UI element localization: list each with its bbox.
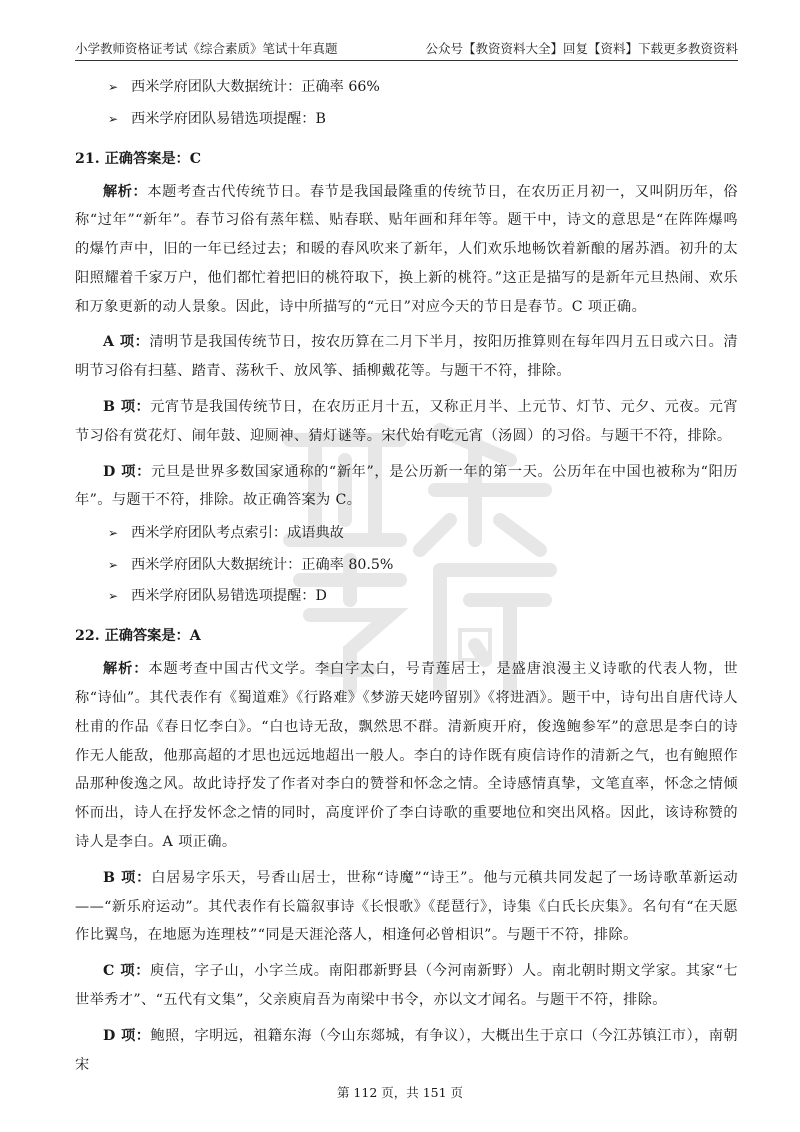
header-promo: 公众号【教资资料大全】回复【资料】下载更多教资资料 bbox=[425, 41, 738, 56]
option-b-paragraph bbox=[75, 393, 738, 451]
bullet-text: 西米学府团队易错选项提醒：D bbox=[131, 588, 327, 605]
option-d-paragraph bbox=[75, 1022, 738, 1080]
option-c-paragraph bbox=[75, 957, 738, 1015]
question-21-heading: 21. 正确答案是：C bbox=[75, 150, 202, 167]
page-number: 第 112 页，共 151 页 bbox=[336, 1085, 464, 1100]
paragraph-text: 白居易字乐天，号香山居士，世称“诗魔”“诗王”。他与元稹共同发起了一场诗歌革新运动——“新乐府运动”。其代表作有长篇叙事诗《长恨歌》《琵琶行》，诗集《白氏长庆集》。名句有“在天愿作比翼鸟，在地愿为连理枝”“同是天涯沦落人，相逢何必曾相识”。与题干不符，排除。 bbox=[75, 869, 739, 944]
paragraph-text: 鲍照，字明远，祖籍东海（今山东郯城，有争议），大概出生于京口（今江苏镇江市），南朝宋 bbox=[75, 1027, 739, 1073]
option-d-paragraph bbox=[75, 458, 738, 516]
arrow-bullet-icon: ➢ bbox=[108, 526, 119, 541]
arrow-bullet-icon: ➢ bbox=[108, 557, 119, 572]
document-body bbox=[75, 76, 738, 1086]
bullet-item bbox=[75, 108, 738, 130]
paragraph-label: 解析： bbox=[103, 661, 149, 678]
paragraph-label: 解析： bbox=[103, 183, 148, 200]
paragraph-text: 本题考查古代传统节日。春节是我国最隆重的传统节日，在农历正月初一，又叫阴历年，俗称“过年”“新年”。春节习俗有蒸年糕、贴春联、贴年画和拜年等。题干中，诗文的意思是“在阵阵爆鸣的爆竹声中，旧的一年已经过去；和暖的春风吹来了新年，人们欢乐地畅饮着新酿的屠苏酒。初升的太阳照耀着千家万户，他们都忙着把旧的桃符取下，换上新的桃符。”这正是描写的是新年元旦热闹、欢乐和万象更新的动人景象。因此，诗中所描写的“元日”对应今天的节日是春节。C 项正确。 bbox=[75, 183, 738, 315]
arrow-bullet-icon: ➢ bbox=[108, 589, 119, 604]
arrow-bullet-icon: ➢ bbox=[108, 80, 119, 94]
paragraph-text: 元宵节是我国传统节日，在农历正月十五，又称正月半、上元节、灯节、元夕、元夜。元宵节习俗有赏花灯、闹年鼓、迎厕神、猜灯谜等。宋代始有吃元宵（汤圆）的习俗。与题干不符，排除。 bbox=[75, 399, 738, 444]
bullet-text: 西米学府团队易错选项提醒：B bbox=[131, 110, 326, 127]
paragraph-text: 本题考查中国古代文学。李白字太白，号青莲居士，是盛唐浪漫主义诗歌的代表人物，世称“诗仙”。其代表作有《蜀道难》《行路难》《梦游天姥吟留别》《将进酒》。题干中，诗句出自唐代诗人杜甫的作品《春日忆李白》。“白也诗无敌，飘然思不群。清新庾开府，俊逸鲍参军”的意思是李白的诗作无人能敌，他那高超的才思也远远地超出一般人。李白的诗作既有庾信诗作的清新之气，也有鲍照作品那种俊逸之风。故此诗抒发了作者对李白的赞誉和怀念之情。全诗感情真挚，文笔直率，怀念之情倾怀而出，诗人在抒发怀念之情的同时，高度评价了李白诗歌的重要地位和突出风格。因此，该诗称赞的诗人是李白。A 项正确。 bbox=[75, 661, 739, 851]
paragraph-text: 庾信，字子山，小字兰成。南阳郡新野县（今河南新野）人。南北朝时期文学家。其家“七世举秀才”、“五代有文集”，父亲庾肩吾为南梁中书令，亦以文才闻名。与题干不符，排除。 bbox=[75, 963, 738, 1009]
question-22-heading: 22. 正确答案是：A bbox=[75, 628, 201, 645]
paragraph-text: 清明节是我国传统节日，按农历算在二月下半月，按阳历推算则在每年四月五日或六日。清明节习俗有扫墓、踏青、荡秋千、放风筝、插柳戴花等。与题干不符，排除。 bbox=[75, 334, 738, 380]
bullet-text: 西米学府团队考点索引：成语典故 bbox=[131, 525, 344, 542]
paragraph-label: C 项： bbox=[103, 963, 151, 980]
paragraph-label: D 项： bbox=[103, 1027, 151, 1044]
explanation-paragraph bbox=[75, 178, 738, 322]
page-header bbox=[75, 40, 738, 61]
bullet-item bbox=[75, 76, 738, 98]
paragraph-label: B 项： bbox=[103, 399, 151, 416]
bullet-text: 西米学府团队大数据统计：正确率 66% bbox=[131, 79, 380, 95]
paragraph-text: 元旦是世界多数国家通称的“新年”，是公历新一年的第一天。公历年在中国也被称为“阳历年”。与题干不符，排除。故正确答案为 C。 bbox=[75, 463, 738, 509]
bullet-item bbox=[75, 522, 738, 544]
paragraph-label: B 项： bbox=[103, 869, 152, 886]
bullet-item bbox=[75, 585, 738, 607]
arrow-bullet-icon: ➢ bbox=[108, 111, 119, 126]
header-title: 小学教师资格证考试《综合素质》笔试十年真题 bbox=[75, 41, 338, 56]
bullet-text: 西米学府团队大数据统计：正确率 80.5% bbox=[131, 556, 394, 573]
paragraph-label: D 项： bbox=[103, 463, 151, 480]
explanation-paragraph bbox=[75, 655, 738, 857]
bullet-item bbox=[75, 554, 738, 576]
paragraph-label: A 项： bbox=[103, 334, 150, 351]
option-a-paragraph bbox=[75, 328, 738, 386]
option-b-paragraph bbox=[75, 864, 738, 950]
